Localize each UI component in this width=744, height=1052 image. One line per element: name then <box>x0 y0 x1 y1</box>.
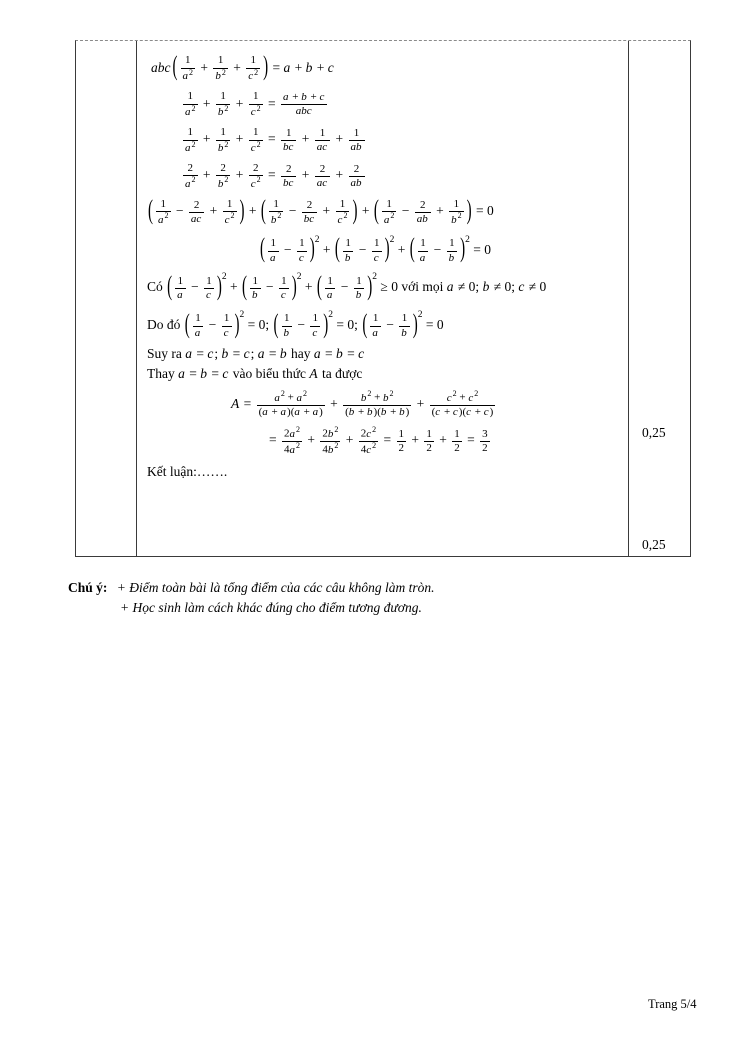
math-expression: a = b = c <box>178 366 229 382</box>
solution-text: Do đó <box>147 316 184 332</box>
solution-line <box>147 426 622 457</box>
solution-line <box>147 234 622 265</box>
fraction: $\frac{1}{b}$ <box>282 312 293 339</box>
fraction: $\frac{1}{c^2}$ <box>248 54 259 83</box>
big-paren-open: ( <box>409 234 415 265</box>
note-item: + Điểm toàn bài là tổng điểm của các câu không làm tròn. <box>116 580 435 595</box>
fraction: $\frac{1}{c^2}$ <box>337 197 348 227</box>
fraction: $\frac{1}{2}$ <box>398 427 405 455</box>
math-expression: ( $\frac{1}{a}$ − $\frac{1}{c}$ )$^2$ + ( $\frac{1}{b}$ − $\frac{1}{c}$ )$^2$ + ( $\frac{1}{a}$ − $\frac{1}{b}$ )$^2$ = 0 <box>259 242 491 257</box>
solution-lines <box>147 54 622 480</box>
fraction: $\frac{1}{c}$ <box>222 312 232 339</box>
solution-line <box>147 309 622 340</box>
big-paren-open: ( <box>260 196 266 226</box>
math-expression: A <box>309 366 318 382</box>
fraction: $\frac{1}{ab}$ <box>349 127 365 154</box>
fraction: $\frac{1}{c}$ <box>297 237 307 264</box>
fraction: $\frac{1}{c}$ <box>372 237 382 264</box>
solution-text: vào biểu thức <box>229 366 310 382</box>
fraction: $\frac{2}{ac}$ <box>189 199 204 226</box>
fraction: $\frac{1}{a^2}$ <box>158 197 169 227</box>
big-paren-close: ) <box>239 196 245 226</box>
math-expression: $\frac{1}{a^2}$ + $\frac{1}{b^2}$ + $\frac{1}{c^2}$ = $\frac{1}{bc}$ + $\frac{1}{ac}$ + $\frac{1}{ab}$ <box>181 131 367 146</box>
page-footer: Trang 5/4 <box>648 997 697 1011</box>
fraction: $\frac{2}{a^2}$ <box>185 161 196 191</box>
fraction: $\frac{2}{bc}$ <box>281 163 296 190</box>
fraction: $\frac{2}{bc}$ <box>302 199 317 226</box>
math-expression: ( $\frac{1}{a}$ − $\frac{1}{c}$ )$^2$ = 0; ( $\frac{1}{b}$ − $\frac{1}{c}$ )$^2$ = 0; ( $\frac{1}{a}$ − $\frac{1}{b}$ )$^2$ = 0 <box>184 317 444 332</box>
solution-line <box>147 366 622 383</box>
big-paren-open: ( <box>184 309 190 340</box>
solution-line <box>147 198 622 227</box>
fraction: $\frac{1}{a^2}$ <box>383 197 395 227</box>
score-value: 0,25 <box>642 425 666 440</box>
fraction: $\frac{1}{b^2}$ <box>451 197 462 227</box>
big-paren-close: ) <box>263 52 269 83</box>
big-paren-close: ) <box>216 272 222 302</box>
big-paren-open: ( <box>362 309 368 340</box>
fraction: $\frac{1}{a}$ <box>175 275 186 302</box>
fraction: $\frac{1}{b}$ <box>354 275 365 302</box>
big-paren-close: ) <box>466 196 472 226</box>
note-label: Chú ý: <box>68 580 108 595</box>
big-paren-close: ) <box>309 234 315 265</box>
big-paren-close: ) <box>234 309 240 340</box>
solution-line <box>147 90 622 119</box>
big-paren-close: ) <box>291 272 297 302</box>
solution-text: ta được <box>318 366 363 382</box>
fraction: $\frac{1}{a^2}$ <box>185 125 196 155</box>
fraction: $\frac{b^2 + b^2}{(b + b)(b + b)}$ <box>345 389 410 419</box>
solution-line <box>147 162 622 191</box>
fraction: $\frac{1}{c}$ <box>310 312 320 339</box>
fraction: $\frac{1}{a}$ <box>418 237 429 264</box>
note-line <box>68 598 434 618</box>
fraction: $\frac{1}{c^2}$ <box>250 125 261 155</box>
big-paren-open: ( <box>273 309 279 340</box>
fraction: $\frac{1}{bc}$ <box>281 127 296 154</box>
fraction: $\frac{a^2 + a^2}{(a + a)(a + a)}$ <box>258 389 323 419</box>
note-block <box>68 578 434 619</box>
fraction: $\frac{2}{ac}$ <box>315 163 330 190</box>
fraction: $\frac{1}{a^2}$ <box>182 54 193 83</box>
math-expression: $\frac{1}{a^2}$ + $\frac{1}{b^2}$ + $\frac{1}{c^2}$ = $\frac{a + b + c}{\text{abc}}$ <box>181 96 329 111</box>
big-paren-close: ) <box>460 234 466 265</box>
solution-line <box>147 271 622 302</box>
math-expression: ( $\frac{1}{a}$ − $\frac{1}{c}$ )$^2$ + ( $\frac{1}{b}$ − $\frac{1}{c}$ )$^2$ + ( $\frac{1}{a}$ − $\frac{1}{b}$ )$^2$ ≥ 0 <box>166 279 398 294</box>
fraction: $\frac{2a^2}{4a^2}$ <box>284 425 300 456</box>
fraction: $\frac{1}{2}$ <box>426 427 432 455</box>
math-expression: $\frac{2}{a^2}$ + $\frac{2}{b^2}$ + $\frac{2}{c^2}$ = $\frac{2}{bc}$ + $\frac{2}{ac}$ + $\frac{2}{ab}$ <box>181 167 367 182</box>
fraction: $\frac{1}{b^2}$ <box>215 54 226 83</box>
big-paren-close: ) <box>323 309 329 340</box>
big-paren-open: ( <box>260 234 265 265</box>
solution-text: Thay <box>147 366 179 382</box>
big-paren-open: ( <box>172 52 178 83</box>
solution-text: hay <box>287 346 314 362</box>
fraction: $\frac{1}{b}$ <box>399 312 410 339</box>
fraction: $\frac{1}{a}$ <box>268 237 279 264</box>
math-expression: ( $\frac{1}{a^2}$ − $\frac{2}{ac}$ + $\frac{1}{c^2}$ ) + ( $\frac{1}{b^2}$ − $\frac{2}{bc}$ + $\frac{1}{c^2}$ ) + ( $\frac{1}{a^2}$ − $\frac{2}{ab}$ + $\frac{1}{b^2}$ ) = 0 <box>147 203 494 218</box>
fraction: $\frac{1}{a}$ <box>193 312 204 339</box>
score-value: 0,25 <box>642 537 666 552</box>
solution-line <box>147 464 622 481</box>
fraction: $\frac{2c^2}{4c^2}$ <box>360 425 377 456</box>
solution-cell <box>137 41 628 556</box>
solution-text: Có <box>147 279 167 295</box>
fraction: $\frac{2}{ab}$ <box>415 199 431 226</box>
fraction: $\frac{a + b + c}{\text{abc}}$ <box>281 91 327 118</box>
math-expression: a = b = c <box>313 346 365 362</box>
fraction: $\frac{1}{c^2}$ <box>250 89 261 119</box>
score-cell <box>628 41 690 556</box>
fraction: $\frac{1}{c^2}$ <box>224 197 235 227</box>
big-paren-open: ( <box>148 196 153 226</box>
fraction: $\frac{1}{a}$ <box>370 312 381 339</box>
solution-line <box>147 390 622 419</box>
solution-text: Suy ra <box>147 346 186 362</box>
fraction: $\frac{2}{b^2}$ <box>217 161 229 191</box>
big-paren-open: ( <box>316 272 322 302</box>
fraction: $\frac{1}{2}$ <box>454 427 460 455</box>
answer-table <box>75 40 691 557</box>
math-expression: a = c; b = c; a = b <box>185 346 287 362</box>
fraction: $\frac{1}{b}$ <box>343 237 354 264</box>
solution-text: với mọi <box>397 279 447 295</box>
math-expression: = $\frac{2a^2}{4a^2}$ + $\frac{2b^2}{4b^2}$ + $\frac{2c^2}{4c^2}$ = $\frac{1}{2}$ + $\frac{1}{2}$ + $\frac{1}{2}$ = $\frac{3}{2}$ <box>269 425 488 456</box>
fraction: $\frac{1}{c}$ <box>279 275 289 302</box>
note-item: + Học sinh làm cách khác đúng cho điểm tương đương. <box>120 600 422 616</box>
fraction: $\frac{1}{b^2}$ <box>217 125 229 155</box>
big-paren-close: ) <box>352 196 358 226</box>
solution-text: Kết luận:……. <box>147 463 228 479</box>
fraction: $\frac{1}{b^2}$ <box>270 197 282 227</box>
math-expression: A = $\frac{a^2 + a^2}{(a + a)(a + a)}$ + $\frac{b^2 + b^2}{(b + b)(b + b)}$ + $\frac{c^2 + c^2}{(c + c)(c + c)}$ <box>231 389 494 419</box>
big-paren-close: ) <box>412 309 418 340</box>
fraction: $\frac{2}{ab}$ <box>349 163 365 190</box>
big-paren-open: ( <box>373 196 379 226</box>
fraction: $\frac{1}{a^2}$ <box>185 89 196 119</box>
fraction: $\frac{c^2 + c^2}{(c + c)(c + c)}$ <box>431 389 494 419</box>
fraction: $\frac{2b^2}{4b^2}$ <box>322 425 339 456</box>
fraction: $\frac{1}{a}$ <box>325 275 336 302</box>
solution-line <box>147 346 622 363</box>
fraction: $\frac{3}{2}$ <box>482 427 488 455</box>
big-paren-open: ( <box>167 272 173 302</box>
fraction: $\frac{1}{b}$ <box>447 237 458 264</box>
math-expression: a ≠ 0; b ≠ 0; c ≠ 0 <box>446 279 547 295</box>
big-paren-open: ( <box>334 234 340 265</box>
big-paren-open: ( <box>242 272 248 302</box>
big-paren-close: ) <box>384 234 390 265</box>
table-cell-left <box>76 41 137 556</box>
fraction: $\frac{1}{b^2}$ <box>217 89 229 119</box>
fraction: $\frac{1}{ac}$ <box>315 127 330 154</box>
solution-line <box>147 54 622 83</box>
solution-line <box>147 126 622 155</box>
note-line <box>68 578 434 598</box>
big-paren-close: ) <box>367 272 373 302</box>
math-expression: abc ( $\frac{1}{a^2}$ + $\frac{1}{b^2}$ + $\frac{1}{c^2}$ ) = a + b + c <box>151 60 335 75</box>
fraction: $\frac{1}{c}$ <box>204 275 214 302</box>
fraction: $\frac{1}{b}$ <box>250 275 261 302</box>
fraction: $\frac{2}{c^2}$ <box>250 161 261 191</box>
